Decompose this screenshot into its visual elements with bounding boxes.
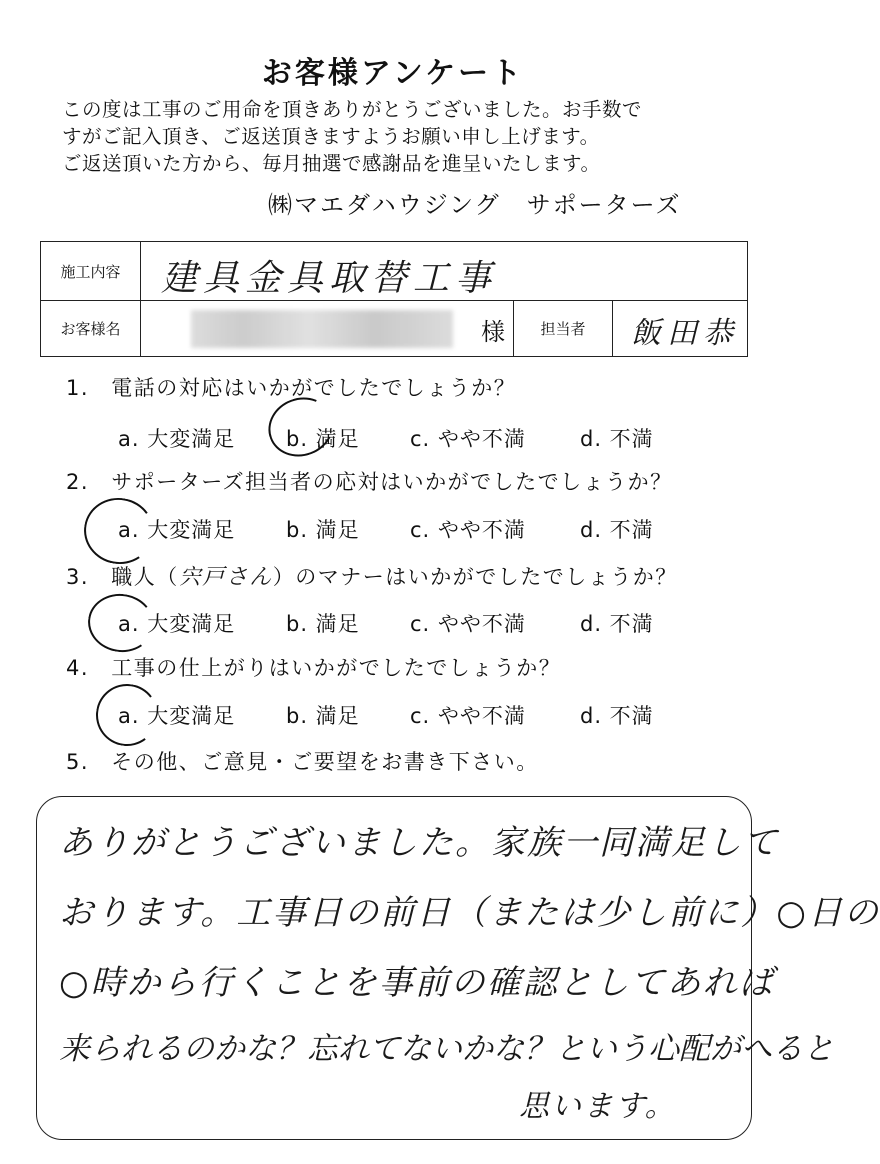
question-5-number: 5. [66, 750, 90, 774]
q3-option-d[interactable]: d. 不満 [580, 612, 654, 636]
comment-line-4: 来られるのかな？忘れてないかな？という心配がへると [59, 1031, 834, 1067]
question-3-handwritten-name: 宍戸さん [178, 565, 273, 590]
intro-line-3: ご返送頂いた方から、毎月抽選で感謝品を進呈いたします。 [62, 152, 601, 175]
intro-text [62, 96, 762, 177]
comment-line-3: ○時から行くことを事前の確認としてあれば [59, 963, 775, 1003]
question-3 [66, 560, 678, 591]
q4-option-c[interactable]: c. やや不満 [410, 704, 526, 728]
question-5-text: その他、ご意見・ご要望をお書き下さい。 [111, 750, 539, 774]
question-4-number: 4. [66, 656, 90, 680]
info-table [40, 241, 748, 357]
q3-option-a[interactable]: a. 大変満足 [118, 612, 236, 636]
question-1-text: 電話の対応はいかがでしたでしょうか？ [111, 376, 517, 400]
work-value: 建具金具取替工事 [161, 258, 498, 299]
q4-option-d[interactable]: d. 不満 [580, 704, 654, 728]
q1-option-c[interactable]: c. やや不満 [410, 427, 526, 451]
question-2-number: 2. [66, 470, 90, 494]
q4-option-a[interactable]: a. 大変満足 [118, 704, 236, 728]
q3-option-b[interactable]: b. 満足 [286, 612, 360, 636]
question-1-number: 1. [66, 376, 90, 400]
q4-option-b[interactable]: b. 満足 [286, 704, 360, 728]
staff-label: 担当者 [513, 300, 613, 356]
company-name: ㈱マエダハウジング サポーターズ [268, 191, 682, 219]
customer-row [41, 300, 747, 356]
work-row [41, 242, 747, 301]
redacted-customer-name [191, 310, 453, 348]
q2-option-d[interactable]: d. 不満 [580, 518, 654, 542]
comment-box [36, 796, 880, 1140]
intro-line-1: この度は工事のご用命を頂きありがとうございました。お手数で [62, 98, 643, 121]
question-3-number: 3. [66, 565, 90, 589]
work-label: 施工内容 [41, 242, 141, 300]
q2-selected-circle [79, 492, 159, 569]
q1-option-a[interactable]: a. 大変満足 [118, 427, 236, 451]
survey-title: お客様アンケート [261, 56, 525, 91]
q1-option-d[interactable]: d. 不満 [580, 427, 654, 451]
customer-label: お客様名 [41, 300, 141, 356]
question-2-text: サポーターズ担当者の応対はいかがでしたでしょうか？ [111, 470, 673, 494]
question-1 [66, 372, 516, 402]
comment-line-1: ありがとうございました。家族一同満足して [59, 823, 779, 863]
q2-option-b[interactable]: b. 満足 [286, 518, 360, 542]
customer-suffix: 様 [481, 318, 505, 346]
comment-line-2: おります。工事日の前日（または少し前に）○日の [59, 893, 880, 933]
q1-option-b[interactable]: b. 満足 [286, 427, 360, 451]
question-3-text-after: ）のマナーはいかがでしたでしょうか？ [272, 565, 678, 589]
question-5 [66, 746, 539, 776]
question-3-text-before: 職人（ [111, 565, 179, 589]
q2-option-c[interactable]: c. やや不満 [410, 518, 526, 542]
q4-selected-circle [92, 680, 162, 750]
comment-line-5: 思います。 [519, 1089, 677, 1124]
q3-selected-circle [84, 590, 157, 657]
question-2 [66, 466, 673, 496]
question-4-text: 工事の仕上がりはいかがでしたでしょうか？ [111, 656, 562, 680]
question-4 [66, 652, 561, 682]
intro-line-2: すがご記入頂き、ご返送頂きますようお願い申し上げます。 [62, 125, 600, 148]
staff-value: 飯田恭 [631, 316, 739, 351]
q2-option-a[interactable]: a. 大変満足 [118, 518, 236, 542]
q3-option-c[interactable]: c. やや不満 [410, 612, 526, 636]
